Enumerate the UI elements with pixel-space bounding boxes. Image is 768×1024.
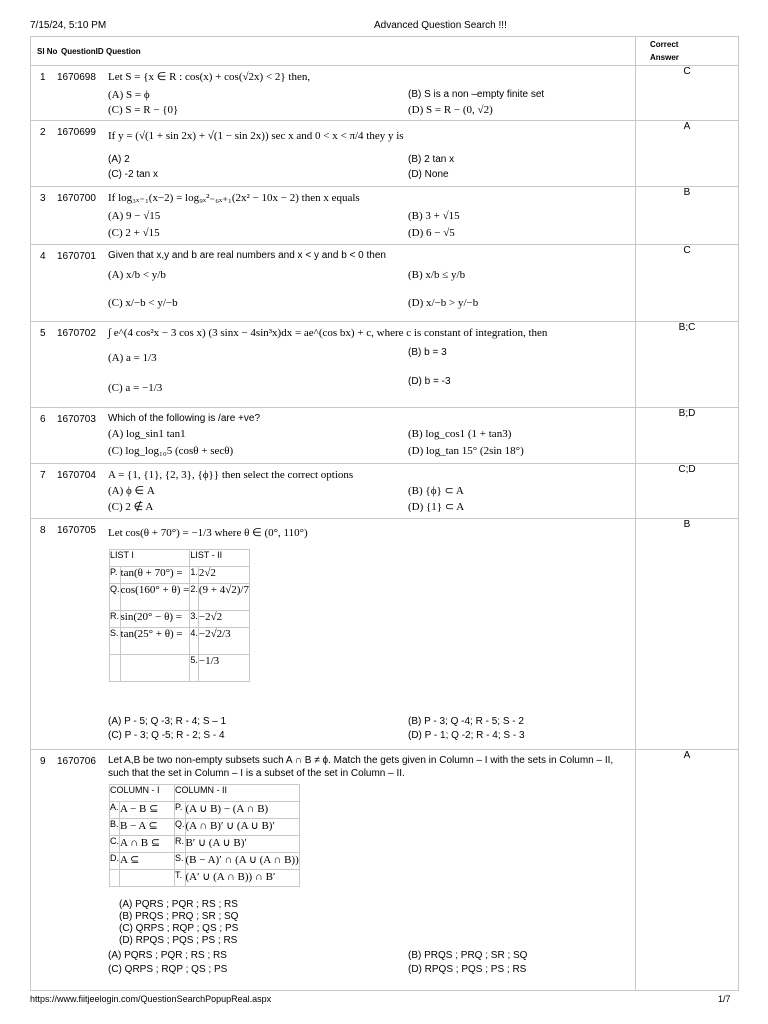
table-header-row bbox=[31, 37, 739, 66]
serial-number: 5 bbox=[40, 328, 46, 339]
option-a: (A) 2 bbox=[108, 154, 130, 165]
option-c: (C) log_log₁₀5 (cosθ + secθ) bbox=[108, 445, 234, 457]
row-key: T. bbox=[175, 870, 186, 887]
correct-answer: C;D bbox=[678, 464, 696, 475]
row-expr: A ∩ B ⊆ bbox=[120, 836, 175, 853]
question-stem: If log₃ₓ₋₁(x−2) = log₉ₓ²₋₆ₓ₊₁(2x² − 10x − 2) then x equals bbox=[108, 192, 360, 204]
col-sl: Sl No bbox=[37, 47, 58, 56]
row-key: 5. bbox=[190, 655, 199, 682]
row-expr: A ⊆ bbox=[120, 853, 175, 870]
option-d: (D) {1} ⊂ A bbox=[408, 501, 465, 513]
row-key: Q. bbox=[110, 584, 121, 611]
table-row bbox=[31, 245, 739, 322]
question-id: 1670705 bbox=[57, 525, 96, 536]
table-row bbox=[31, 121, 739, 187]
row-value: (A ∩ B)′ ∪ (A ∪ B)′ bbox=[185, 819, 299, 836]
row-key: 2. bbox=[190, 584, 199, 611]
option-c: (C) -2 tan x bbox=[108, 169, 159, 180]
correct-answer: B bbox=[683, 187, 691, 198]
inner-option: (B) PRQS ; PRQ ; SR ; SQ bbox=[119, 911, 239, 922]
table-row bbox=[31, 519, 739, 750]
inner-option: (C) QRPS ; RQP ; QS ; PS bbox=[119, 923, 239, 934]
list-header: LIST I bbox=[110, 550, 190, 567]
row-key: B. bbox=[110, 819, 120, 836]
question-stem: Let S = {x ∈ R : cos(x) + cos(√2x) < 2} then, bbox=[108, 71, 311, 83]
table-row bbox=[31, 408, 739, 464]
header-cell bbox=[31, 37, 636, 66]
option-b: (B) P - 3; Q -4; R - 5; S - 2 bbox=[408, 716, 524, 727]
option-b: (B) log_cos1 (1 + tan3) bbox=[408, 428, 512, 440]
option-a: (A) S = ϕ bbox=[108, 89, 150, 101]
option-a: (A) ϕ ∈ A bbox=[108, 485, 155, 497]
option-a: (A) a = 1/3 bbox=[108, 352, 157, 364]
row-key: 4. bbox=[190, 628, 199, 655]
question-id: 1670700 bbox=[57, 193, 96, 204]
page-title: Advanced Question Search !!! bbox=[374, 20, 507, 31]
column-header: COLUMN - I bbox=[110, 785, 175, 802]
option-c: (C) 2 + √15 bbox=[108, 227, 160, 239]
row-expr: sin(20° − θ) = bbox=[120, 611, 190, 628]
row-value: (B − A)′ ∩ (A ∪ (A ∩ B)) bbox=[185, 853, 299, 870]
option-c: (C) S = R − {0} bbox=[108, 104, 179, 116]
option-c: (C) QRPS ; RQP ; QS ; PS bbox=[108, 964, 228, 975]
question-id: 1670703 bbox=[57, 414, 96, 425]
row-expr: tan(θ + 70°) = bbox=[120, 567, 190, 584]
row-value: −2√2 bbox=[198, 611, 249, 628]
print-datetime: 7/15/24, 5:10 PM bbox=[30, 20, 107, 31]
list-header: LIST - II bbox=[190, 550, 250, 567]
correct-answer: C bbox=[683, 245, 691, 256]
row-value: (9 + 4√2)/7 bbox=[198, 584, 249, 611]
correct-answer: C bbox=[683, 66, 691, 77]
row-key: 3. bbox=[190, 611, 199, 628]
row-value: B′ ∪ (A ∪ B)′ bbox=[185, 836, 299, 853]
option-d: (D) log_tan 15° (2sin 18°) bbox=[408, 445, 524, 457]
row-expr: A − B ⊆ bbox=[120, 802, 175, 819]
question-stem: ∫ e^(4 cos²x − 3 cos x) (3 sinx − 4sin³x)dx = ae^(cos bx) + c, where c is constant of integration, then bbox=[108, 327, 548, 339]
table-row bbox=[31, 464, 739, 519]
serial-number: 8 bbox=[40, 525, 46, 536]
row-value: −1/3 bbox=[198, 655, 249, 682]
correct-answer: B bbox=[683, 519, 691, 530]
row-key: P. bbox=[110, 567, 121, 584]
page-number: 1/7 bbox=[718, 994, 731, 1004]
question-id: 1670706 bbox=[57, 756, 96, 767]
option-b: (B) 3 + √15 bbox=[408, 210, 460, 222]
row-expr bbox=[120, 870, 175, 887]
row-expr: tan(25° + θ) = bbox=[120, 628, 190, 655]
option-c: (C) a = −1/3 bbox=[108, 382, 163, 394]
row-value: 2√2 bbox=[198, 567, 249, 584]
option-a: (A) P - 5; Q -3; R - 4; S – 1 bbox=[108, 716, 227, 727]
serial-number: 2 bbox=[40, 127, 46, 138]
serial-number: 4 bbox=[40, 251, 46, 262]
option-d: (D) 6 − √5 bbox=[408, 227, 455, 239]
option-b: (B) PRQS ; PRQ ; SR ; SQ bbox=[408, 950, 528, 961]
question-stem: Which of the following is /are +ve? bbox=[108, 413, 261, 424]
row-key: D. bbox=[110, 853, 120, 870]
option-b: (B) x/b ≤ y/b bbox=[408, 269, 466, 281]
col-question: Question bbox=[106, 47, 141, 56]
question-id: 1670698 bbox=[57, 72, 96, 83]
serial-number: 6 bbox=[40, 414, 46, 425]
table-row bbox=[31, 187, 739, 245]
question-stem: Let cos(θ + 70°) = −1/3 where θ ∈ (0°, 110°) bbox=[108, 527, 308, 539]
row-key: R. bbox=[175, 836, 186, 853]
correct-answer: B;C bbox=[678, 322, 696, 333]
list-match-table bbox=[109, 549, 250, 682]
column-header: COLUMN - II bbox=[175, 785, 300, 802]
column-match-table bbox=[109, 784, 300, 887]
row-value: (A ∪ B) − (A ∩ B) bbox=[185, 802, 299, 819]
serial-number: 3 bbox=[40, 193, 46, 204]
table-row bbox=[31, 322, 739, 408]
option-b: (B) b = 3 bbox=[408, 347, 447, 358]
question-id: 1670701 bbox=[57, 251, 96, 262]
option-a: (A) log_sin1 tan1 bbox=[108, 428, 186, 440]
row-key: C. bbox=[110, 836, 120, 853]
question-stem: Given that x,y and b are real numbers and x < y and b < 0 then bbox=[108, 250, 386, 261]
col-qid: QuestionID bbox=[61, 47, 104, 56]
option-b: (B) S is a non –empty finite set bbox=[408, 89, 545, 100]
question-stem-continued: such that the set in Column – I is a subset of the set in Column – II. bbox=[108, 768, 405, 779]
option-a: (A) 9 − √15 bbox=[108, 210, 161, 222]
option-b: (B) 2 tan x bbox=[408, 154, 455, 165]
serial-number: 9 bbox=[40, 756, 46, 767]
row-key: A. bbox=[110, 802, 120, 819]
option-d: (D) b = -3 bbox=[408, 376, 451, 387]
option-d: (D) x/−b > y/−b bbox=[408, 297, 479, 309]
correct-answer: B;D bbox=[678, 408, 696, 419]
row-key bbox=[110, 655, 121, 682]
row-expr bbox=[120, 655, 190, 682]
row-expr: cos(160° + θ) = bbox=[120, 584, 190, 611]
footer-url: https://www.fiitjeelogin.com/QuestionSearchPopupReal.aspx bbox=[30, 994, 272, 1004]
serial-number: 1 bbox=[40, 72, 46, 83]
option-d: (D) None bbox=[408, 169, 449, 180]
row-key: S. bbox=[110, 628, 121, 655]
table-row bbox=[31, 66, 739, 121]
option-c: (C) P - 3; Q -5; R - 2; S - 4 bbox=[108, 730, 225, 741]
row-key bbox=[110, 870, 120, 887]
row-key: P. bbox=[175, 802, 186, 819]
row-key: R. bbox=[110, 611, 121, 628]
correct-answer: A bbox=[683, 121, 691, 132]
row-value: −2√2/3 bbox=[198, 628, 249, 655]
option-d: (D) S = R − (0, √2) bbox=[408, 104, 493, 116]
row-key: 1. bbox=[190, 567, 199, 584]
question-stem: Let A,B be two non-empty subsets such A ∩ B ≠ ϕ. Match the gets given in Column – I with the sets in Column – II, bbox=[108, 755, 614, 766]
correct-answer: A bbox=[683, 750, 691, 761]
option-c: (C) x/−b < y/−b bbox=[108, 297, 178, 309]
serial-number: 7 bbox=[40, 470, 46, 481]
question-stem: A = {1, {1}, {2, 3}, {ϕ}} then select the correct options bbox=[108, 469, 354, 481]
row-expr: B − A ⊆ bbox=[120, 819, 175, 836]
option-b: (B) {ϕ} ⊂ A bbox=[408, 485, 464, 497]
option-a: (A) x/b < y/b bbox=[108, 269, 166, 281]
col-answer: Correct Answer bbox=[636, 37, 739, 66]
option-a: (A) PQRS ; PQR ; RS ; RS bbox=[108, 950, 227, 961]
question-id: 1670704 bbox=[57, 470, 96, 481]
inner-option: (D) RPQS ; PQS ; PS ; RS bbox=[119, 935, 238, 946]
table-row bbox=[31, 750, 739, 991]
question-stem: If y = (√(1 + sin 2x) + √(1 − sin 2x)) sec x and 0 < x < π/4 they y is bbox=[108, 130, 404, 142]
row-key: Q. bbox=[175, 819, 186, 836]
option-d: (D) P - 1; Q -2; R - 4; S - 3 bbox=[408, 730, 525, 741]
option-d: (D) RPQS ; PQS ; PS ; RS bbox=[408, 964, 527, 975]
question-table bbox=[30, 36, 739, 991]
question-id: 1670702 bbox=[57, 328, 96, 339]
inner-option: (A) PQRS ; PQR ; RS ; RS bbox=[119, 899, 238, 910]
row-key: S. bbox=[175, 853, 186, 870]
question-id: 1670699 bbox=[57, 127, 96, 138]
row-value: (A′ ∪ (A ∩ B)) ∩ B′ bbox=[185, 870, 299, 887]
option-c: (C) 2 ∉ A bbox=[108, 501, 154, 513]
